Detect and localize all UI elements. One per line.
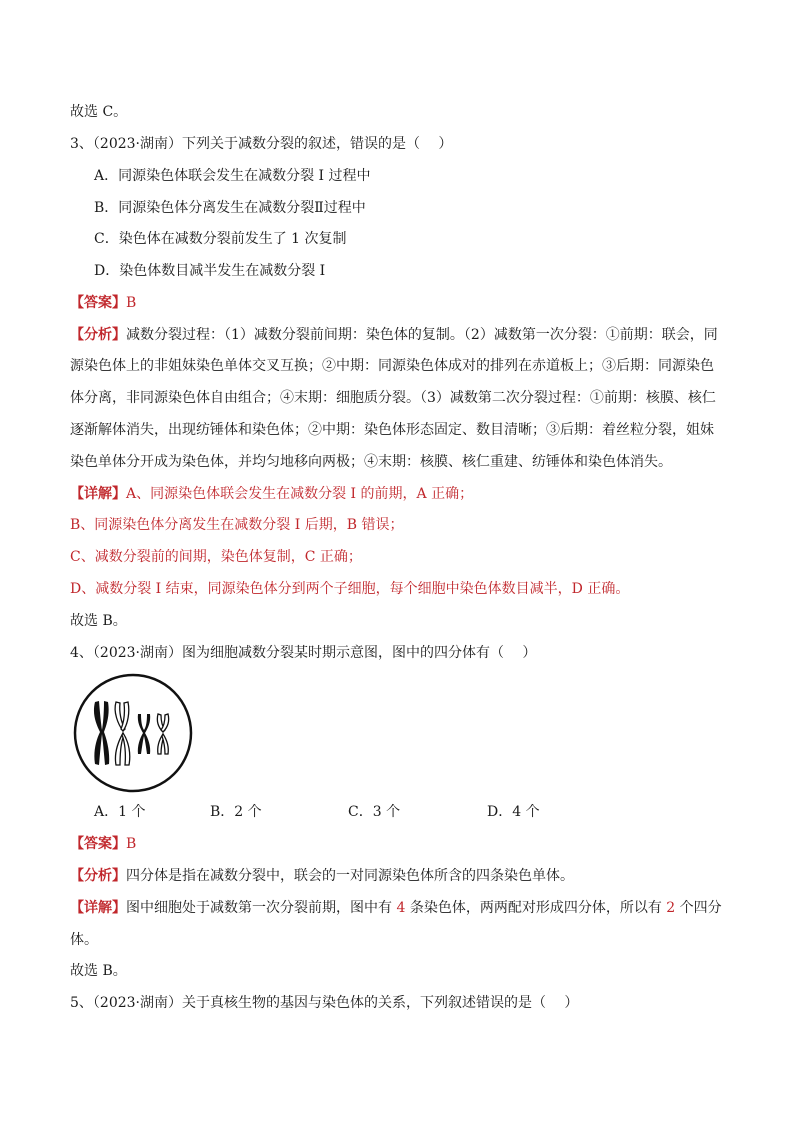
detail-tag: 【详解】 bbox=[70, 486, 126, 502]
detail-count-tetrads: 2 bbox=[666, 900, 676, 916]
detail-text: A、同源染色体联会发生在减数分裂 I 的前期，A 正确； bbox=[126, 486, 474, 502]
answer-conclusion: 故选 C。 bbox=[70, 104, 128, 120]
q3-analysis-line-1 bbox=[70, 325, 730, 345]
question-3-stem: 3、（2023·湖南）下列关于减数分裂的叙述，错误的是（ ） bbox=[70, 136, 453, 152]
question-5-stem: 5、（2023·湖南）关于真核生物的基因与染色体的关系，下列叙述错误的是（ ） bbox=[70, 995, 579, 1011]
q4-answer bbox=[70, 834, 730, 854]
q3-analysis-line-5: 染色单体分开成为染色体，并均匀地移向两极；④末期：核膜、核仁重建、纺锤体和染色体消失。 bbox=[70, 454, 672, 470]
q4-option-c: C．3 个 bbox=[348, 804, 401, 820]
cell-meiosis-figure bbox=[72, 672, 194, 794]
q4-option-b: B．2 个 bbox=[210, 804, 262, 820]
analysis-text: 四分体是指在减数分裂中，联会的一对同源染色体所含的四条染色单体。 bbox=[126, 868, 574, 884]
cell-membrane bbox=[75, 675, 191, 791]
q3-option-c: C．染色体在减数分裂前发生了 1 次复制 bbox=[94, 231, 347, 247]
answer-value: B bbox=[126, 295, 137, 311]
detail-text-e: 个四分 bbox=[675, 900, 722, 916]
q3-option-b: B．同源染色体分离发生在减数分裂Ⅱ过程中 bbox=[94, 200, 366, 216]
q3-option-a: A．同源染色体联会发生在减数分裂 I 过程中 bbox=[94, 168, 371, 184]
q3-analysis-line-4: 逐渐解体消失，出现纺锤体和染色体；②中期：染色体形态固定、数目清晰；③后期：着丝粒分裂，姐妹 bbox=[70, 422, 714, 438]
q4-detail-line-2: 体。 bbox=[70, 932, 98, 948]
answer-tag: 【答案】 bbox=[70, 295, 126, 311]
q3-conclusion: 故选 B。 bbox=[70, 613, 127, 629]
q4-option-d: D．4 个 bbox=[487, 804, 540, 820]
q3-option-d: D．染色体数目减半发生在减数分裂 I bbox=[94, 263, 326, 279]
answer-value: B bbox=[126, 836, 137, 852]
q4-detail-line-1 bbox=[70, 898, 730, 918]
analysis-tag: 【分析】 bbox=[70, 327, 126, 343]
q3-answer bbox=[70, 293, 730, 313]
analysis-text: 减数分裂过程：（1）减数分裂前间期：染色体的复制。（2）减数第一次分裂：①前期：联会，同 bbox=[126, 327, 718, 343]
analysis-tag: 【分析】 bbox=[70, 868, 126, 884]
detail-tag: 【详解】 bbox=[70, 900, 126, 916]
answer-tag: 【答案】 bbox=[70, 836, 126, 852]
q3-detail-line-1 bbox=[70, 484, 730, 504]
question-4-stem: 4、（2023·湖南）图为细胞减数分裂某时期示意图，图中的四分体有（ ） bbox=[70, 645, 537, 661]
q4-conclusion: 故选 B。 bbox=[70, 963, 127, 979]
q3-analysis-line-2: 源染色体上的非姐妹染色单体交叉互换；②中期：同源染色体成对的排列在赤道板上；③后期：同源染色 bbox=[70, 358, 714, 374]
q4-option-a: A．1 个 bbox=[94, 804, 146, 820]
q3-detail-line-2: B、同源染色体分离发生在减数分裂 I 后期，B 错误； bbox=[70, 517, 404, 533]
q3-analysis-line-3: 体分离，非同源染色体自由组合；④末期：细胞质分裂。（3）减数第二次分裂过程：①前期：核膜、核仁 bbox=[70, 390, 716, 406]
detail-text-c: 条染色体，两两配对形成四分体，所以有 bbox=[405, 900, 667, 916]
q4-analysis bbox=[70, 866, 730, 886]
detail-text-a: 图中细胞处于减数第一次分裂前期，图中有 bbox=[126, 900, 397, 916]
q3-detail-line-3: C、减数分裂前的间期，染色体复制，C 正确； bbox=[70, 549, 362, 565]
detail-count-chromosomes: 4 bbox=[396, 900, 406, 916]
q3-detail-line-4: D、减数分裂 I 结束，同源染色体分到两个子细胞，每个细胞中染色体数目减半，D 正确。 bbox=[70, 581, 630, 597]
